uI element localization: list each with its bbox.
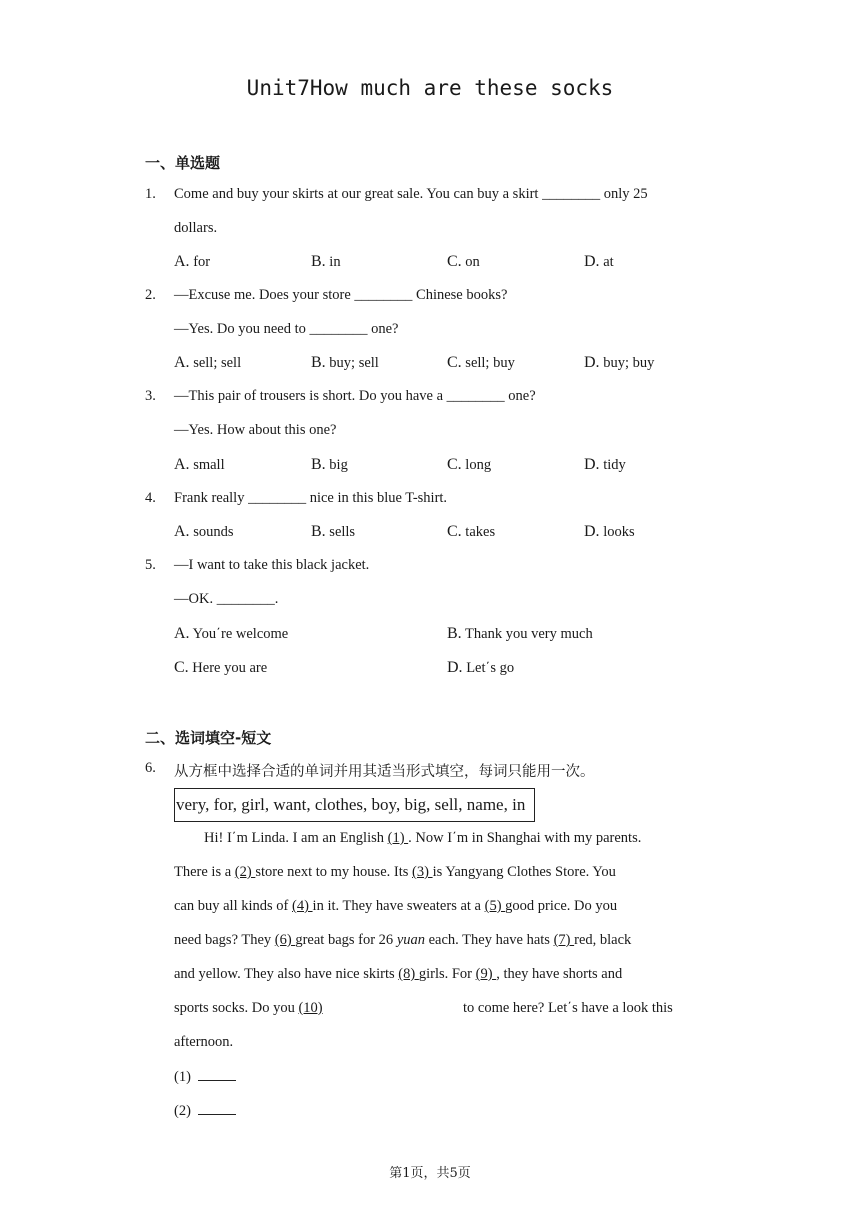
option-a: A. You΄re welcome <box>174 625 289 642</box>
question-number: 2. <box>145 287 156 303</box>
passage-line: and yellow. They also have nice skirts (8) girls. For (9) , they have shorts and <box>174 966 623 982</box>
option-c: C. long <box>447 456 492 473</box>
option-a: A. sell; sell <box>174 354 242 371</box>
question-instruction: 从方框中选择合适的单词并用其适当形式填空，每词只能用一次。 <box>174 764 595 780</box>
question-number: 4. <box>145 490 156 506</box>
option-b: B. in <box>311 253 341 270</box>
word-bank-box: very, for, girl, want, clothes, boy, big, sell, name, in <box>174 788 535 822</box>
blank-6: (6) <box>274 932 296 948</box>
answer-line-2: (2) <box>174 1102 236 1120</box>
option-a: A. small <box>174 456 225 473</box>
page-footer: 第1页，共5页 <box>389 1166 471 1181</box>
blank-8: (8) <box>398 966 419 982</box>
blank-4: (4) <box>292 898 313 914</box>
option-a: A. for <box>174 253 211 270</box>
answer-line-1: (1) <box>174 1068 236 1086</box>
option-c: C. takes <box>447 523 496 540</box>
passage-line: to come here? Let΄s have a look this <box>463 1000 673 1016</box>
passage-line: sports socks. Do you (10) <box>174 1000 323 1016</box>
question-number: 5. <box>145 557 156 573</box>
question-number: 6. <box>145 760 156 776</box>
option-c: C. sell; buy <box>447 354 515 371</box>
option-b: B. big <box>311 456 348 473</box>
blank-3: (3) <box>412 864 433 880</box>
option-d: D. Let΄s go <box>447 659 515 676</box>
passage-line: There is a (2) store next to my house. Its (3) is Yangyang Clothes Store. You <box>174 864 616 880</box>
question-text: —Excuse me. Does your store ________ Chinese books? <box>174 287 508 303</box>
option-a: A. sounds <box>174 523 234 540</box>
question-text: —This pair of trousers is short. Do you have a ________ one? <box>174 388 536 404</box>
option-b: B. buy; sell <box>311 354 379 371</box>
blank-1: (1) <box>387 830 409 846</box>
question-number: 3. <box>145 388 156 404</box>
passage-line: Hi! I΄m Linda. I am an English (1) . Now I΄m in Shanghai with my parents. <box>204 830 642 846</box>
passage-line: need bags? They (6) great bags for 26 yuan each. They have hats (7) red, black <box>174 932 632 948</box>
blank-10: (10) <box>298 1000 323 1016</box>
question-text: Come and buy your skirts at our great sale. You can buy a skirt ________ only 25 <box>174 186 648 202</box>
passage-line: afternoon. <box>174 1034 234 1050</box>
page-title: Unit7How much are these socks <box>246 76 614 100</box>
question-number: 1. <box>145 186 156 202</box>
section-heading-single-choice: 一、单选题 <box>145 154 221 172</box>
passage-line: can buy all kinds of (4) in it. They have sweaters at a (5) good price. Do you <box>174 898 618 914</box>
question-text: —I want to take this black jacket. <box>174 557 370 573</box>
option-b: B. sells <box>311 523 356 540</box>
question-text: —Yes. How about this one? <box>174 422 337 438</box>
question-text: dollars. <box>174 220 218 236</box>
blank-2: (2) <box>234 864 256 880</box>
option-b: B. Thank you very much <box>447 625 593 642</box>
option-c: C. Here you are <box>174 659 268 676</box>
question-text: —Yes. Do you need to ________ one? <box>174 321 399 337</box>
option-d: D. looks <box>584 523 635 540</box>
option-d: D. tidy <box>584 456 626 473</box>
section-heading-word-fill: 二、选词填空-短文 <box>145 729 272 747</box>
blank-5: (5) <box>484 898 506 914</box>
question-text: —OK. ________. <box>174 591 279 607</box>
question-text: Frank really ________ nice in this blue T-shirt. <box>174 490 448 506</box>
option-d: D. buy; buy <box>584 354 655 371</box>
blank-7: (7) <box>553 932 575 948</box>
option-d: D. at <box>584 253 614 270</box>
option-c: C. on <box>447 253 480 270</box>
blank-9: (9) <box>475 966 497 982</box>
